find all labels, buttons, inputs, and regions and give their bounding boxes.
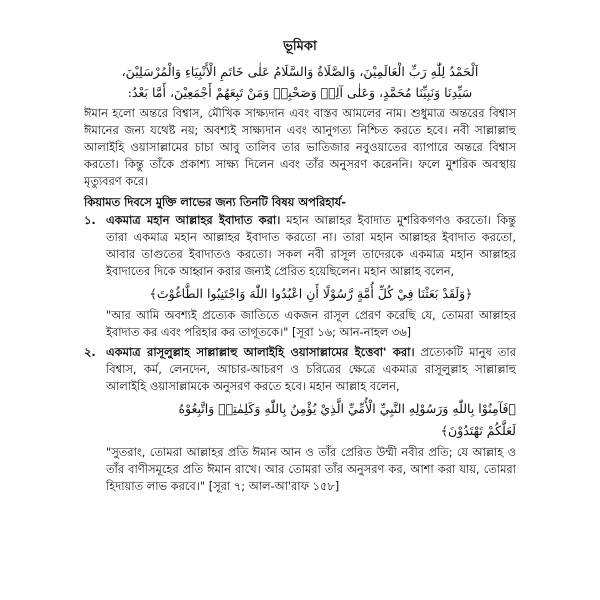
list-item-number: ১. (84, 213, 96, 227)
list-item-text: প্রত্যেকটি মানুষ তার বিশ্বাস, কর্ম, লেনদেন, আচার-আচরণ ও চরিত্রের ক্ষেত্রে একমাত্র রাসূলুল্লাহ সাল্লাল্লাহু আলাইহি ওয়াসাল্লামকে অনুসরণ করতে হবে। মহান আল্লাহ বলেন, (106, 345, 516, 393)
list-item-body (106, 212, 516, 343)
list-item-text: মহান আল্লাহর ইবাদাত মুশরিকগণও করতো। কিন্তু তারা একমাত্র মহান আল্লাহর ইবাদাত করতো না। তারা মহান আল্লাহর ইবাদাত করতো, আবার তাগুতের ইবাদাতও করতো। সকল নবী রাসূল তাদেরকে একমাত্র মহান আল্লাহর ইবাদাতের দিকে আহ্বান করার জন্যই প্রেরিত হয়েছিলেন। মহান আল্লাহ বলেন, (106, 213, 516, 278)
section-heading: কিয়ামত দিবসে মুক্তি লাভের জন্য তিনটি বিষয় অপরিহার্য- (84, 195, 346, 209)
list-item-2 (84, 344, 516, 497)
quran-verse: ﴿وَلَقَدْ بَعَثْنَا فِيْ كُلِّ أُمَّةٍ رَّسُوْلًا أَنِ اعْبُدُوا اللّٰهَ وَاجْتَنِبُوا الطَّاغُوْتَ﴾ (149, 286, 473, 301)
arabic-intro-line-2: سَيِّدِنَا وَنَبِيِّنَا مُحَمَّدٍ، وَعَلٰى آلِهٖ وَصَحْبِهٖ وَمَنْ تَبِعَهُمْ أَجْمَعِيْنَ، أَمَّا بَعْدُ: (127, 85, 473, 100)
quran-verse-line-1: ﴿فَآمِنُوْا بِاللّٰهِ وَرَسُوْلِهِ النَّبِيِّ الْأُمِّيِّ الَّذِيْ يُؤْمِنُ بِاللّٰهِ وَكَلِمٰتِهٖ وَاتَّبِعُوْهُ (178, 401, 516, 416)
verse-translation: "সুতরাং, তোমরা আল্লাহর প্রতি ঈমান আন ও তাঁর প্রেরিত উম্মী নবীর প্রতি; যে আল্লাহ ও তাঁর বাণীসমূহের প্রতি ঈমান রাখে। আর তোমরা তাঁর অনুসরণ কর, আশা করা যায়, তোমরা হিদায়াত লাভ করবে।" [সূরা ৭; আল-আ'রাফ ১৫৮] (106, 445, 516, 493)
quran-verse-line-2: لَعَلَّكُمْ تَهْتَدُوْنَ﴾ (440, 423, 516, 438)
verse-translation: "আর আমি অবশ্যই প্রত্যেক জাতিতে একজন রাসূল প্রেরণ করেছি যে, তোমরা আল্লাহর ইবাদাত কর এবং পরিহার কর তাগূতকে।" [সূরা ১৬; আন-নাহল ৩৬] (106, 308, 516, 339)
list-item-body (106, 344, 516, 497)
list-item-lead: একমাত্র মহান আল্লাহর ইবাদাত করা। (106, 213, 281, 227)
list-item-1 (84, 212, 516, 343)
list-item-number: ২. (84, 345, 96, 359)
list-item-lead: একমাত্র রাসূলুল্লাহ সাল্লাল্লাহু আলাইহি ওয়াসাল্লামের ইত্তেবা' করা। (106, 345, 415, 359)
intro-paragraph: ঈমান হলো অন্তরে বিশ্বাস, মৌখিক সাক্ষ্যদান এবং বাস্তব আমলের নাম। শুধুমাত্র অন্তরের বিশ্বাস ঈমানের জন্য যথেষ্ট নয়; অবশ্যই সাক্ষ্যদান এবং আনুগত্য নিশ্চিত করতে হবে। নবী সাল্লাল্লাহু আলাইহি ওয়াসাল্লামের চাচা আবু তালিব তার ভাতিজার নবুওয়াতের ব্যাপারে অন্তরে বিশ্বাস করতো। কিন্তু তাঁকে প্রকাশ্য সাক্ষ্য দিলেন এবং তাঁর অনুসরণ করেননি। ফলে মুশরিক অবস্থায় মৃত্যুবরণ করে। (84, 106, 516, 188)
page-title: ভূমিকা (283, 39, 317, 54)
arabic-intro-line-1: اَلْحَمْدُ لِلّٰهِ رَبِّ الْعَالَمِيْنَ، وَالصَّلَاةُ وَالسَّلَامُ عَلٰى خَاتَمِ الْأَنْبِيَاءِ وَالْمُرْسَلِيْنَ، (121, 64, 479, 79)
